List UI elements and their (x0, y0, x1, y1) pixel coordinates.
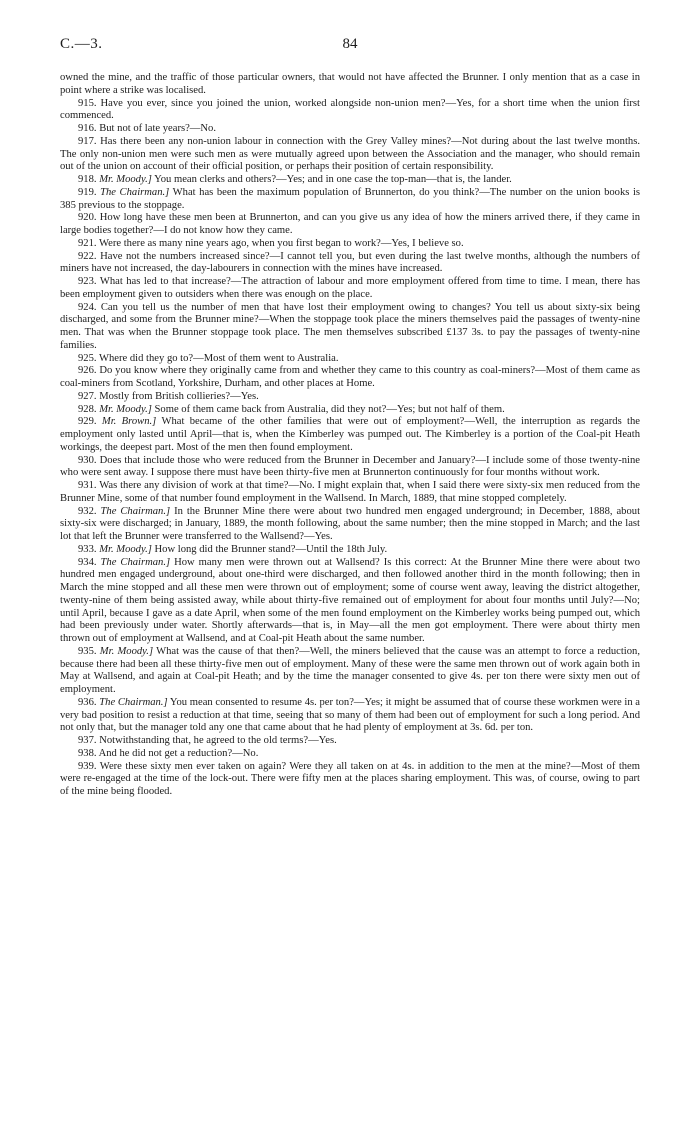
paragraph-text: What has been the maximum population of Brunnerton, do you think?—The number on the union books is 385 previous to the stoppage. (60, 186, 641, 211)
paragraph-text: 915. Have you ever, since you joined the union, worked alongside non-union men?—Yes, for a short time when the union first commenced. (60, 97, 640, 122)
evidence-paragraph (60, 72, 640, 98)
paper-reference: C.—3. (60, 36, 103, 52)
evidence-paragraph (60, 276, 640, 302)
evidence-paragraph (60, 187, 640, 213)
evidence-paragraph (60, 455, 640, 481)
question-number: 933. (78, 543, 100, 555)
paragraph-text: What was the cause of that then?—Well, the miners believed that the cause was an attempt to force a reduction, because there had been all these thirty-five men out of employment. Many of these were the same men thrown out of work again both in May at Wallsend, and again at Coal-pit Heath; and by the time the manager consented to give 4s. per ton there were sixty men out of employment. (60, 645, 640, 695)
paragraph-text: How many men were thrown out at Wallsend? Is this correct: At the Brunner Mine there were about two hundred men engaged underground, about one-third were discharged, and then followed another third in the month following; then in March the mine stopped and all these men were thrown out of employment; some of course went away, leaving the district altogether, twenty-nine of them being assisted away, while about thirty-five remained out of employment for about four months until July?—No; until April, because I gave as a date April, when some of the men found employment on the Kimberley works being pumped out, which had been previously under water. Shortly afterwards—that is, in May—all the men got employment. There were about thirty men thrown out of employment at Wallsend, and at Coal-pit Heath about the same number. (60, 556, 640, 644)
evidence-paragraph (60, 353, 640, 366)
page-header (60, 36, 640, 60)
paragraph-text: 937. Notwithstanding that, he agreed to the old terms?—Yes. (78, 735, 337, 746)
speaker-name: Mr. Moody.] (99, 174, 152, 185)
paragraph-text: 922. Have not the numbers increased since?—I cannot tell you, but even during the last twelve months, although the numbers of miners have not increased, the day-labourers in connection with the mines have increased. (60, 250, 640, 275)
evidence-paragraph (60, 416, 640, 454)
evidence-paragraph (60, 302, 640, 353)
question-number: 929. (78, 416, 102, 428)
evidence-paragraph (60, 98, 640, 124)
question-number: 934. (78, 556, 101, 568)
page-number: 84 (342, 36, 358, 52)
evidence-paragraph (60, 761, 640, 799)
paragraph-text: 921. Were there as many nine years ago, when you first began to work?—Yes, I believe so. (78, 237, 464, 249)
paragraph-text: owned the mine, and the traffic of those particular owners, that would not have affected the Brunner. I only mention that as a case in point where a strike was localised. (60, 72, 640, 96)
evidence-paragraph (60, 136, 640, 174)
evidence-paragraph (60, 365, 640, 391)
paragraph-text: 930. Does that include those who were reduced from the Brunner in December and January?—I include some of those twenty-nine who were sent away. I suppose there must have been thirty-five men at Brunnerton continuously for four months without work. (60, 454, 640, 479)
paragraph-text: What became of the other families that were out of employment?—Well, the interruption as regards the employment only lasted until April—that is, when the Kimberley was pumped out. The Kimberley is a portion of the Coal-pit Heath workings, the deepest part. Most of the men then found employment. (60, 416, 641, 453)
paragraph-text: In the Brunner Mine there were about two hundred men engaged underground; in December, 1888, about sixty-six were discharged; in January, 1889, the month following, about the same number; then the mine stopped in March; and the last lot that left the Brunner were transferred to the Wallsend?—Yes. (60, 505, 641, 542)
paragraph-text: 923. What has led to that increase?—The attraction of labour and more employment offered from time to time. I mean, there has been employment given to outsiders when there was enough on the place. (60, 276, 640, 300)
evidence-paragraph (60, 391, 640, 404)
evidence-paragraph (60, 506, 640, 544)
evidence-paragraph (60, 238, 640, 251)
evidence-paragraph (60, 404, 640, 417)
speaker-name: The Chairman.] (99, 696, 168, 708)
question-number: 918. (78, 174, 100, 185)
paragraph-text: Some of them came back from Australia, did they not?—Yes; but not half of them. (151, 403, 505, 415)
evidence-paragraph (60, 480, 640, 506)
paragraph-text: 925. Where did they go to?—Most of them went to Australia. (78, 352, 339, 364)
evidence-paragraph (60, 748, 640, 761)
evidence-paragraph (60, 251, 640, 277)
evidence-paragraph (60, 123, 640, 136)
evidence-paragraph (60, 212, 640, 238)
speaker-name: The Chairman.] (100, 505, 171, 517)
evidence-paragraph (60, 646, 640, 697)
paragraph-text: 924. Can you tell us the number of men that have lost their employment owing to changes? You tell us about sixty-six being discharged, and some from the Brunner mine?—When the stoppage took place the miners themselves paid the passages of twenty-nine men. That was when the Brunner stoppage took place. The men themselves subscribed £137 3s. to pay the passages of twenty-nine families. (60, 301, 640, 351)
question-number: 919. (78, 186, 101, 198)
paragraph-text: You mean clerks and others?—Yes; and in one case the top-man—that is, the lander. (151, 174, 512, 185)
paragraph-text: How long did the Brunner stand?—Until the 18th July. (151, 543, 388, 555)
question-number: 935. (78, 645, 100, 657)
question-number: 932. (78, 505, 101, 517)
paragraph-text: You mean consented to resume 4s. per ton?—Yes; it might be assumed that of course these workmen were in a very bad position to resist a reduction at that time, seeing that so many of them had been out of employment for such a long period. And not only that, but the manager told any one that came about that he had plenty of employment at 3s. 6d. per ton. (60, 696, 641, 734)
paragraph-text: 926. Do you know where they originally came from and whether they came to this country as coal-miners?—Most of them came as coal-miners from Scotland, Yorkshire, Durham, and other places at Home. (60, 365, 640, 389)
question-number: 928. (78, 403, 100, 415)
evidence-text (60, 72, 640, 799)
speaker-name: Mr. Moody.] (99, 403, 152, 415)
paragraph-text: 916. But not of late years?—No. (78, 123, 216, 134)
speaker-name: The Chairman.] (100, 556, 171, 568)
speaker-name: Mr. Moody.] (99, 543, 152, 555)
evidence-paragraph (60, 735, 640, 748)
paragraph-text: 927. Mostly from British collieries?—Yes. (78, 390, 259, 402)
evidence-paragraph (60, 697, 640, 735)
paragraph-text: 931. Was there any division of work at that time?—No. I might explain that, when I said there were sixty-six men reduced from the Brunner Mine, some of that number found employment in the Wallsend. In March, 1889, that mine stopped completely. (60, 480, 640, 504)
paragraph-text: 917. Has there been any non-union labour in connection with the Grey Valley mines?—Not during about the last twelve months. The only non-union men were such men as were mutually agreed upon between the Association and the manager, who should remain out of the union on account of their official position, or perhaps their position of certain responsibility. (60, 135, 640, 173)
paragraph-text: 938. And he did not get a reduction?—No. (78, 747, 259, 759)
question-number: 936. (78, 696, 100, 708)
evidence-paragraph (60, 174, 640, 187)
speaker-name: Mr. Moody.] (99, 645, 154, 657)
paragraph-text: 920. How long have these men been at Brunnerton, and can you give us any idea of how the miners arrived there, if they came in large bodies together?—I do not know how they came. (60, 212, 640, 236)
evidence-paragraph (60, 557, 640, 646)
evidence-paragraph (60, 544, 640, 557)
speaker-name: Mr. Brown.] (101, 416, 157, 428)
paragraph-text: 939. Were these sixty men ever taken on again? Were they all taken on at 4s. in addition to the men at the mine?—Most of them were re-engaged at the time of the lock-out. There were fifty men at the places sharing employment. This was, of course, owing to part of the mine being flooded. (60, 760, 640, 797)
speaker-name: The Chairman.] (100, 186, 170, 198)
